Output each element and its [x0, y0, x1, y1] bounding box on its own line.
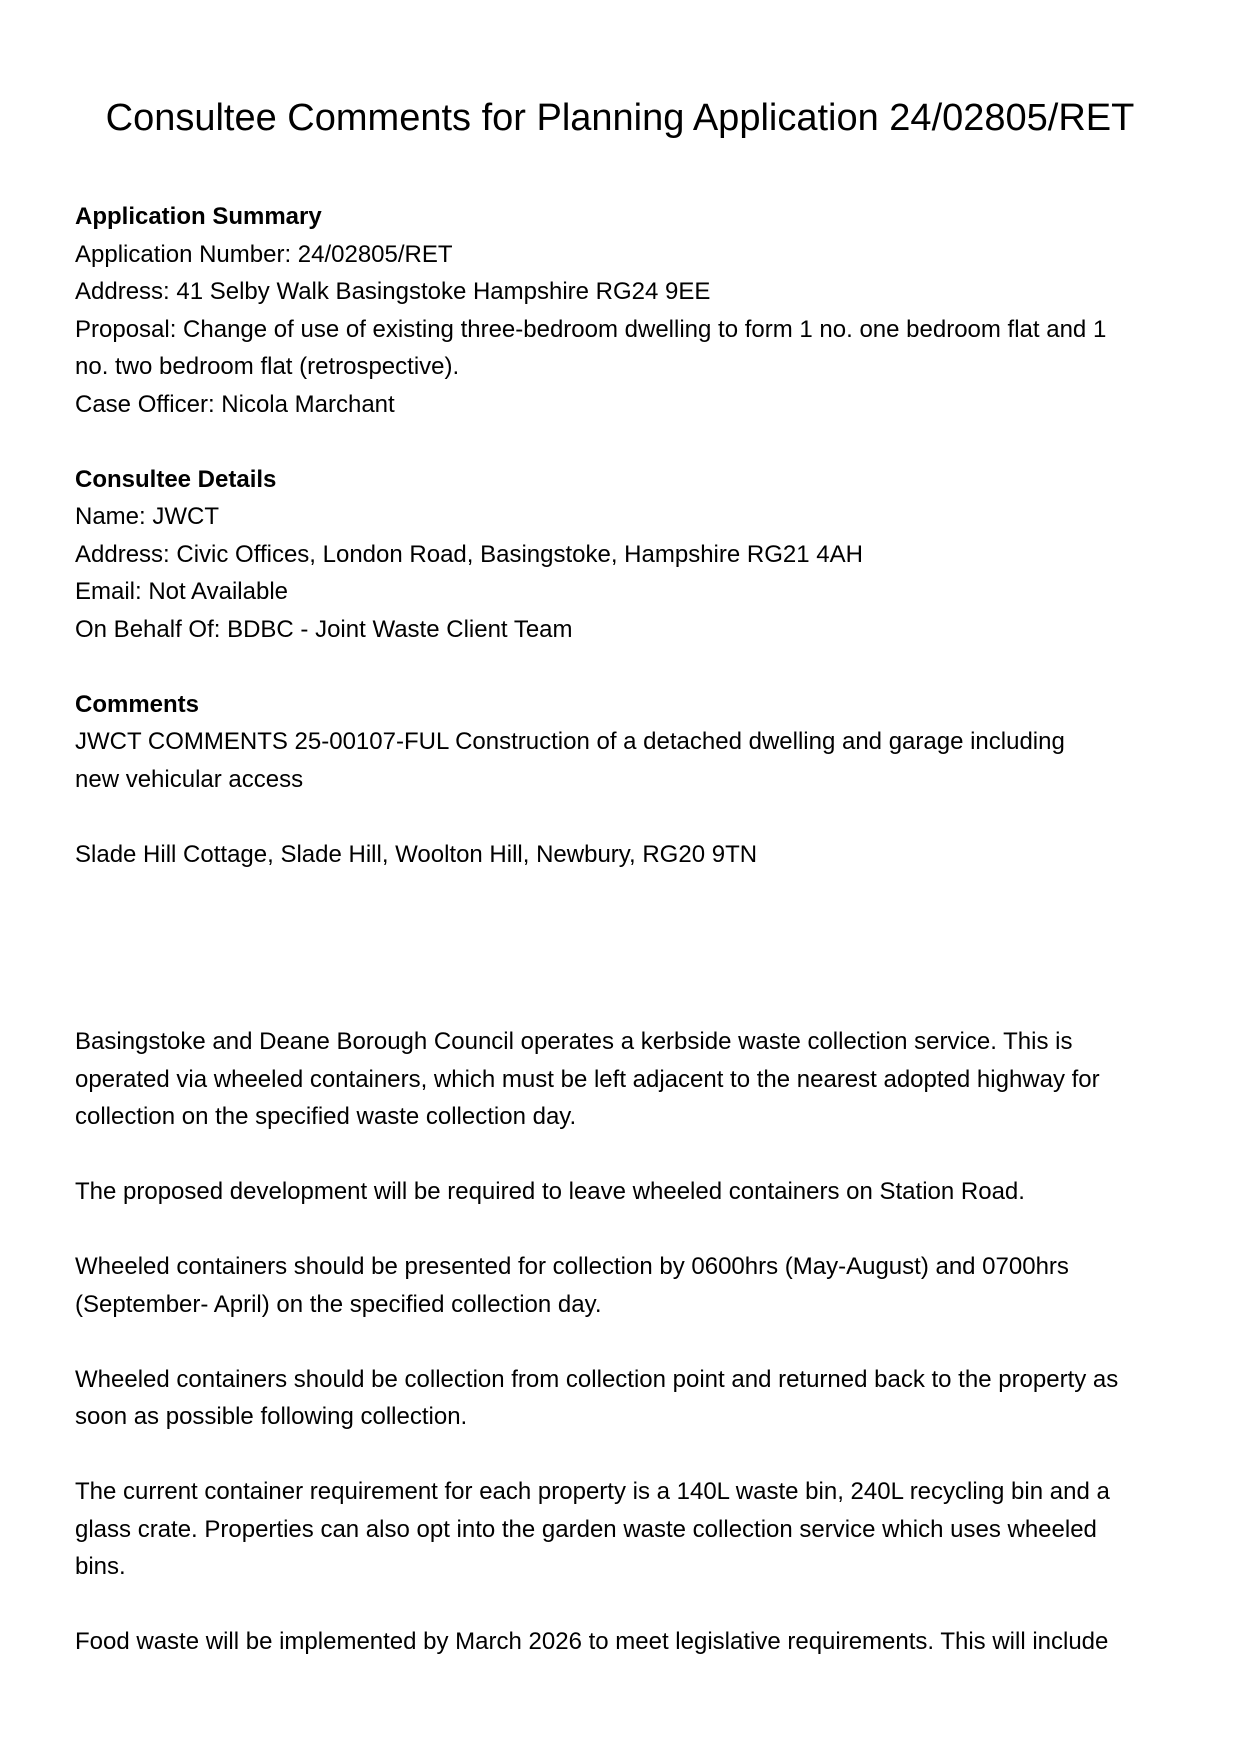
paragraph-line: Wheeled containers should be collection from collection point and returned back to the property as	[75, 1365, 1119, 1393]
paragraph-line: operated via wheeled containers, which must be left adjacent to the nearest adopted highway for	[75, 1065, 1100, 1093]
comment-paragraph	[75, 1173, 1175, 1211]
paragraph-line: Wheeled containers should be presented for collection by 0600hrs (May-August) and 0700hrs	[75, 1253, 1069, 1280]
case-officer: Case Officer: Nicola Marchant	[75, 390, 395, 418]
comment-paragraph	[75, 1623, 1175, 1661]
comments-intro-line: JWCT COMMENTS 25-00107-FUL Construction of a detached dwelling and garage including	[75, 728, 1065, 755]
consultee-name: Name: JWCT	[75, 503, 219, 530]
consultee-address: Address: Civic Offices, London Road, Basingstoke, Hampshire RG21 4AH	[75, 540, 863, 568]
paragraph-line: Food waste will be implemented by March 2026 to meet legislative requirements. This will include	[75, 1628, 1109, 1655]
paragraph-line: (September- April) on the specified collection day.	[75, 1290, 602, 1318]
consultee-details-heading: Consultee Details	[75, 465, 277, 493]
page-title: Consultee Comments for Planning Application 24/02805/RET	[105, 97, 1135, 139]
paragraph-line: The current container requirement for each property is a 140L waste bin, 240L recycling bin and a	[75, 1478, 1110, 1505]
consultee-details-section	[75, 461, 1175, 649]
paragraph-line: glass crate. Properties can also opt into the garden waste collection service which uses wheeled	[75, 1515, 1097, 1543]
comment-paragraph	[75, 1473, 1175, 1586]
application-proposal-continued: no. two bedroom flat (retrospective).	[75, 353, 460, 380]
comment-paragraph	[75, 1248, 1175, 1323]
application-proposal: Proposal: Change of use of existing three-bedroom dwelling to form 1 no. one bedroom flat and 1	[75, 315, 1107, 343]
paragraph-line: Basingstoke and Deane Borough Council operates a kerbside waste collection service. This is	[75, 1028, 1073, 1055]
paragraph-line: soon as possible following collection.	[75, 1403, 468, 1430]
comment-paragraph	[75, 1361, 1175, 1436]
consultee-email: Email: Not Available	[75, 578, 288, 605]
application-address: Address: 41 Selby Walk Basingstoke Hampshire RG24 9EE	[75, 278, 711, 305]
application-summary-section	[75, 198, 1175, 423]
application-summary-heading: Application Summary	[75, 203, 322, 230]
comment-paragraph	[75, 1023, 1175, 1136]
comments-heading: Comments	[75, 690, 200, 718]
site-location: Slade Hill Cottage, Slade Hill, Woolton Hill, Newbury, RG20 9TN	[75, 840, 758, 868]
paragraph-line: collection on the specified waste collection day.	[75, 1103, 577, 1130]
comments-section	[75, 686, 1175, 1661]
paragraph-line: bins.	[75, 1553, 126, 1580]
consultee-on-behalf-of: On Behalf Of: BDBC - Joint Waste Client Team	[75, 615, 573, 643]
paragraph-line: The proposed development will be required to leave wheeled containers on Station Road.	[75, 1178, 1025, 1205]
document-body	[75, 198, 1175, 1661]
comments-intro-line: new vehicular access	[75, 765, 304, 793]
application-number: Application Number: 24/02805/RET	[75, 240, 453, 268]
